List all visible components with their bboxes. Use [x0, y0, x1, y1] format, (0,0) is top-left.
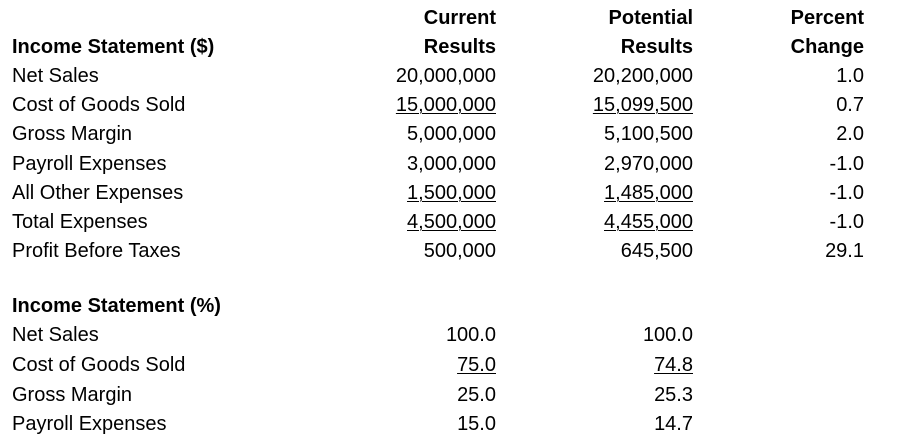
- row-potential-value: 100.0: [642, 324, 693, 346]
- row-current-value: 3,000,000: [407, 153, 496, 175]
- row-label: Net Sales: [12, 65, 99, 87]
- row-label: Payroll Expenses: [12, 413, 167, 435]
- row-percent-change: 1.0: [836, 65, 864, 87]
- row-current-value: 25.0: [457, 384, 496, 406]
- header-potential-line1: Potential: [608, 7, 693, 29]
- row-label: Gross Margin: [12, 123, 133, 145]
- row-current-value: 5,000,000: [407, 123, 496, 145]
- row-percent-change: 29.1: [825, 240, 864, 262]
- row-label: Cost of Goods Sold: [12, 354, 186, 376]
- row-current-value: 15,000,000: [395, 94, 496, 116]
- section-title-dollars: Income Statement ($): [12, 36, 215, 58]
- row-percent-change: 0.7: [836, 94, 864, 116]
- header-current-line1: Current: [423, 7, 496, 29]
- row-label: Profit Before Taxes: [12, 240, 181, 262]
- row-percent-change: 2.0: [836, 123, 864, 145]
- row-percent-change: -1.0: [829, 211, 864, 233]
- row-potential-value: 14.7: [654, 413, 693, 435]
- row-label: Payroll Expenses: [12, 153, 167, 175]
- row-label: Net Sales: [12, 324, 99, 346]
- header-potential-line2: Results: [620, 36, 693, 58]
- row-potential-value: 645,500: [620, 240, 693, 262]
- section-title-percent: Income Statement (%): [12, 295, 221, 317]
- row-potential-value: 25.3: [654, 384, 693, 406]
- row-label: Cost of Goods Sold: [12, 94, 186, 116]
- row-potential-value: 4,455,000: [604, 211, 693, 233]
- row-potential-value: 5,100,500: [604, 123, 693, 145]
- row-current-value: 500,000: [423, 240, 496, 262]
- row-potential-value: 15,099,500: [592, 94, 693, 116]
- row-current-value: 20,000,000: [395, 65, 496, 87]
- row-label: Total Expenses: [12, 211, 148, 233]
- row-current-value: 75.0: [457, 354, 496, 376]
- row-current-value: 100.0: [445, 324, 496, 346]
- row-potential-value: 1,485,000: [604, 182, 693, 204]
- row-current-value: 4,500,000: [407, 211, 496, 233]
- row-current-value: 1,500,000: [407, 182, 496, 204]
- header-percent-line1: Percent: [790, 7, 864, 29]
- row-percent-change: -1.0: [829, 153, 864, 175]
- row-label: All Other Expenses: [12, 182, 184, 204]
- row-potential-value: 20,200,000: [592, 65, 693, 87]
- row-label: Gross Margin: [12, 384, 133, 406]
- header-current-line2: Results: [423, 36, 496, 58]
- row-current-value: 15.0: [457, 413, 496, 435]
- row-potential-value: 2,970,000: [604, 153, 693, 175]
- header-percent-line2: Change: [790, 36, 864, 58]
- row-percent-change: -1.0: [829, 182, 864, 204]
- row-potential-value: 74.8: [654, 354, 693, 376]
